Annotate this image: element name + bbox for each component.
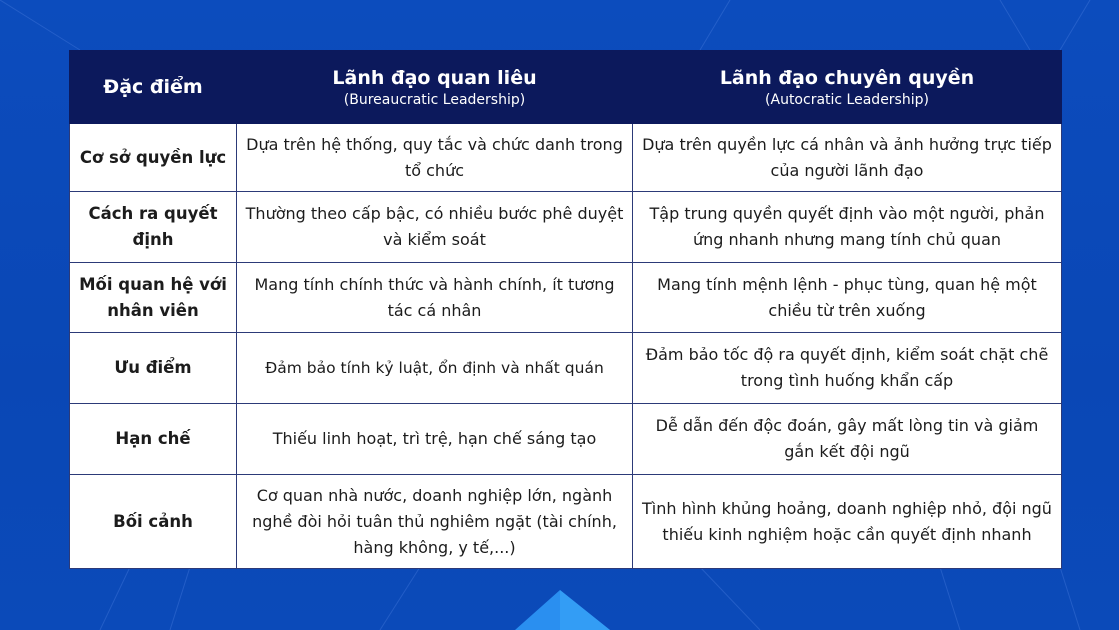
feature-cell: Hạn chế xyxy=(70,404,237,475)
feature-cell: Bối cảnh xyxy=(70,475,237,569)
table-row xyxy=(70,124,1062,192)
bureaucratic-cell: Đảm bảo tính kỷ luật, ổn định và nhất quán xyxy=(237,333,633,404)
autocratic-cell: Mang tính mệnh lệnh - phục tùng, quan hệ một chiều từ trên xuống xyxy=(633,263,1062,333)
header-feature: Đặc điểm xyxy=(70,51,237,124)
header-bureaucratic xyxy=(237,51,633,124)
feature-cell: Ưu điểm xyxy=(70,333,237,404)
autocratic-cell: Dựa trên quyền lực cá nhân và ảnh hưởng trực tiếp của người lãnh đạo xyxy=(633,124,1062,192)
feature-cell: Cơ sở quyền lực xyxy=(70,124,237,192)
bureaucratic-cell: Cơ quan nhà nước, doanh nghiệp lớn, ngành nghề đòi hỏi tuân thủ nghiêm ngặt (tài chính, hàng không, y tế,...) xyxy=(237,475,633,569)
header-autocratic-sub: (Autocratic Leadership) xyxy=(765,91,929,108)
header-autocratic-title: Lãnh đạo chuyên quyền xyxy=(719,66,975,89)
table-row xyxy=(70,263,1062,333)
feature-cell: Cách ra quyết định xyxy=(70,192,237,263)
autocratic-cell: Dễ dẫn đến độc đoán, gây mất lòng tin và giảm gắn kết đội ngũ xyxy=(633,404,1062,475)
autocratic-cell: Tình hình khủng hoảng, doanh nghiệp nhỏ, đội ngũ thiếu kinh nghiệm hoặc cần quyết định nhanh xyxy=(633,475,1062,569)
table-row xyxy=(70,404,1062,475)
table-row xyxy=(70,333,1062,404)
triangle-decoration xyxy=(515,590,610,630)
header-row xyxy=(70,51,1062,124)
table-row xyxy=(70,192,1062,263)
autocratic-cell: Tập trung quyền quyết định vào một người, phản ứng nhanh nhưng mang tính chủ quan xyxy=(633,192,1062,263)
comparison-table xyxy=(69,50,1062,569)
table-row xyxy=(70,475,1062,569)
bureaucratic-cell: Dựa trên hệ thống, quy tắc và chức danh trong tổ chức xyxy=(237,124,633,192)
bureaucratic-cell: Thiếu linh hoạt, trì trệ, hạn chế sáng tạo xyxy=(237,404,633,475)
autocratic-cell: Đảm bảo tốc độ ra quyết định, kiểm soát chặt chẽ trong tình huống khẩn cấp xyxy=(633,333,1062,404)
bureaucratic-cell: Mang tính chính thức và hành chính, ít tương tác cá nhân xyxy=(237,263,633,333)
feature-cell: Mối quan hệ với nhân viên xyxy=(70,263,237,333)
bureaucratic-cell: Thường theo cấp bậc, có nhiều bước phê duyệt và kiểm soát xyxy=(237,192,633,263)
header-autocratic xyxy=(633,51,1062,124)
header-bureaucratic-sub: (Bureaucratic Leadership) xyxy=(343,91,526,108)
header-bureaucratic-title: Lãnh đạo quan liêu xyxy=(332,66,537,89)
